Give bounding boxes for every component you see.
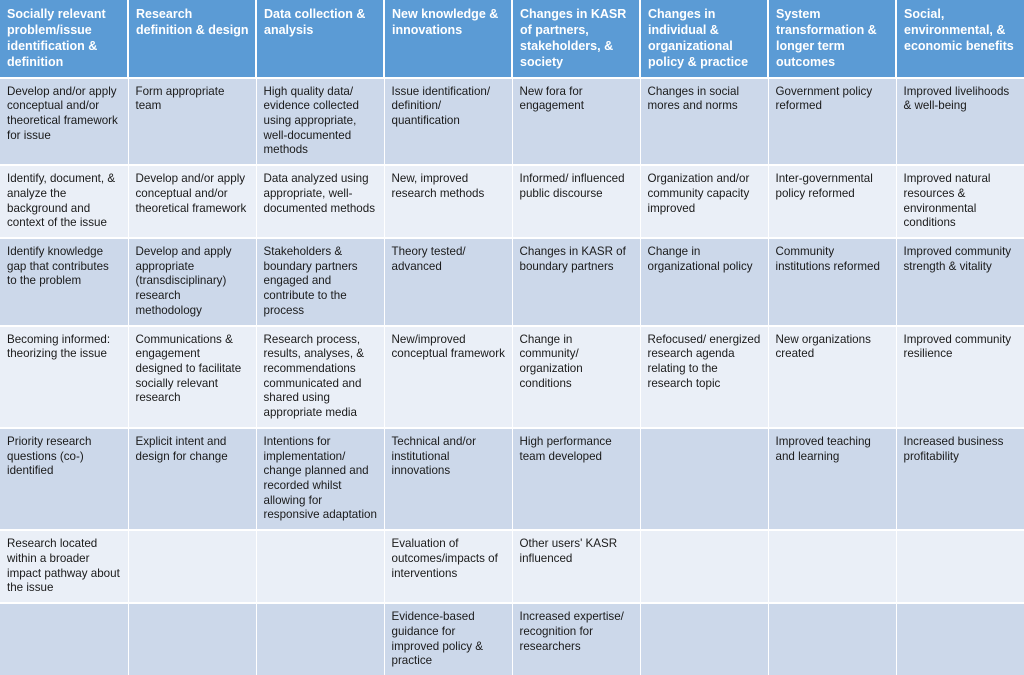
- table-cell: Changes in social mores and norms: [640, 78, 768, 166]
- table-cell: Evidence-based guidance for improved policy & practice: [384, 603, 512, 675]
- table-cell: Government policy reformed: [768, 78, 896, 166]
- column-header-new-knowledge-innovations: New knowledge & innovations: [384, 0, 512, 78]
- table-cell: [640, 530, 768, 603]
- table-header-row: [0, 0, 1024, 78]
- table-header: [0, 0, 1024, 78]
- table-cell: Increased business profitability: [896, 428, 1024, 530]
- table-cell: Refocused/ energized research agenda relating to the research topic: [640, 326, 768, 428]
- table-cell: Becoming informed: theorizing the issue: [0, 326, 128, 428]
- table-cell: Research located within a broader impact pathway about the issue: [0, 530, 128, 603]
- table-cell: Develop and apply appropriate (transdisciplinary) research methodology: [128, 238, 256, 326]
- table-cell: [128, 530, 256, 603]
- table-cell: Improved livelihoods & well-being: [896, 78, 1024, 166]
- table-cell: Form appropriate team: [128, 78, 256, 166]
- table-cell: Issue identification/ definition/ quantification: [384, 78, 512, 166]
- table-cell: Change in community/ organization conditions: [512, 326, 640, 428]
- table-row: [0, 326, 1024, 428]
- column-header-socially-relevant-problem: Socially relevant problem/issue identification & definition: [0, 0, 128, 78]
- table-cell: [768, 603, 896, 675]
- table-cell: New, improved research methods: [384, 165, 512, 238]
- table-row: [0, 428, 1024, 530]
- table-cell: Data analyzed using appropriate, well-documented methods: [256, 165, 384, 238]
- table-cell: [640, 603, 768, 675]
- table-row: [0, 603, 1024, 675]
- table-cell: Explicit intent and design for change: [128, 428, 256, 530]
- table-cell: Improved community resilience: [896, 326, 1024, 428]
- table-row: [0, 165, 1024, 238]
- column-header-changes-in-kasr: Changes in KASR of partners, stakeholders, & society: [512, 0, 640, 78]
- table-cell: Identify knowledge gap that contributes to the problem: [0, 238, 128, 326]
- table-cell: Other users' KASR influenced: [512, 530, 640, 603]
- table-cell: New fora for engagement: [512, 78, 640, 166]
- table-cell: Changes in KASR of boundary partners: [512, 238, 640, 326]
- table-cell: Improved natural resources & environmental conditions: [896, 165, 1024, 238]
- table-cell: Improved teaching and learning: [768, 428, 896, 530]
- table-cell: Change in organizational policy: [640, 238, 768, 326]
- table-cell: Theory tested/ advanced: [384, 238, 512, 326]
- column-header-changes-in-policy-practice: Changes in individual & organizational policy & practice: [640, 0, 768, 78]
- table-cell: Identify, document, & analyze the background and context of the issue: [0, 165, 128, 238]
- table-cell: Technical and/or institutional innovations: [384, 428, 512, 530]
- column-header-social-environmental-economic-benefits: Social, environmental, & economic benefits: [896, 0, 1024, 78]
- table-row: [0, 530, 1024, 603]
- table-cell: Develop and/or apply conceptual and/or theoretical framework for issue: [0, 78, 128, 166]
- column-header-data-collection-analysis: Data collection & analysis: [256, 0, 384, 78]
- table-cell: High performance team developed: [512, 428, 640, 530]
- table-cell: Community institutions reformed: [768, 238, 896, 326]
- table-cell: Increased expertise/ recognition for researchers: [512, 603, 640, 675]
- column-header-system-transformation: System transformation & longer term outcomes: [768, 0, 896, 78]
- table-cell: New organizations created: [768, 326, 896, 428]
- table-cell: New/improved conceptual framework: [384, 326, 512, 428]
- column-header-research-definition-design: Research definition & design: [128, 0, 256, 78]
- table-cell: Informed/ influenced public discourse: [512, 165, 640, 238]
- table-cell: Organization and/or community capacity improved: [640, 165, 768, 238]
- table-cell: Stakeholders & boundary partners engaged and contribute to the process: [256, 238, 384, 326]
- table-cell: [256, 530, 384, 603]
- table-body: [0, 78, 1024, 675]
- table-cell: Evaluation of outcomes/impacts of interventions: [384, 530, 512, 603]
- table-cell: Communications & engagement designed to facilitate socially relevant research: [128, 326, 256, 428]
- table-cell: [768, 530, 896, 603]
- table-cell: Priority research questions (co-) identified: [0, 428, 128, 530]
- table-row: [0, 78, 1024, 166]
- table-cell: [128, 603, 256, 675]
- table-cell: Improved community strength & vitality: [896, 238, 1024, 326]
- table-cell: Develop and/or apply conceptual and/or theoretical framework: [128, 165, 256, 238]
- table-cell: [256, 603, 384, 675]
- table-cell: Intentions for implementation/ change planned and recorded whilst allowing for responsive adaptation: [256, 428, 384, 530]
- table-cell: [0, 603, 128, 675]
- table-cell: High quality data/ evidence collected using appropriate, well-documented methods: [256, 78, 384, 166]
- table-row: [0, 238, 1024, 326]
- table-cell: [896, 603, 1024, 675]
- table-cell: [896, 530, 1024, 603]
- table-cell: Research process, results, analyses, & recommendations communicated and shared using appropriate media: [256, 326, 384, 428]
- table-cell: [640, 428, 768, 530]
- table-cell: Inter-governmental policy reformed: [768, 165, 896, 238]
